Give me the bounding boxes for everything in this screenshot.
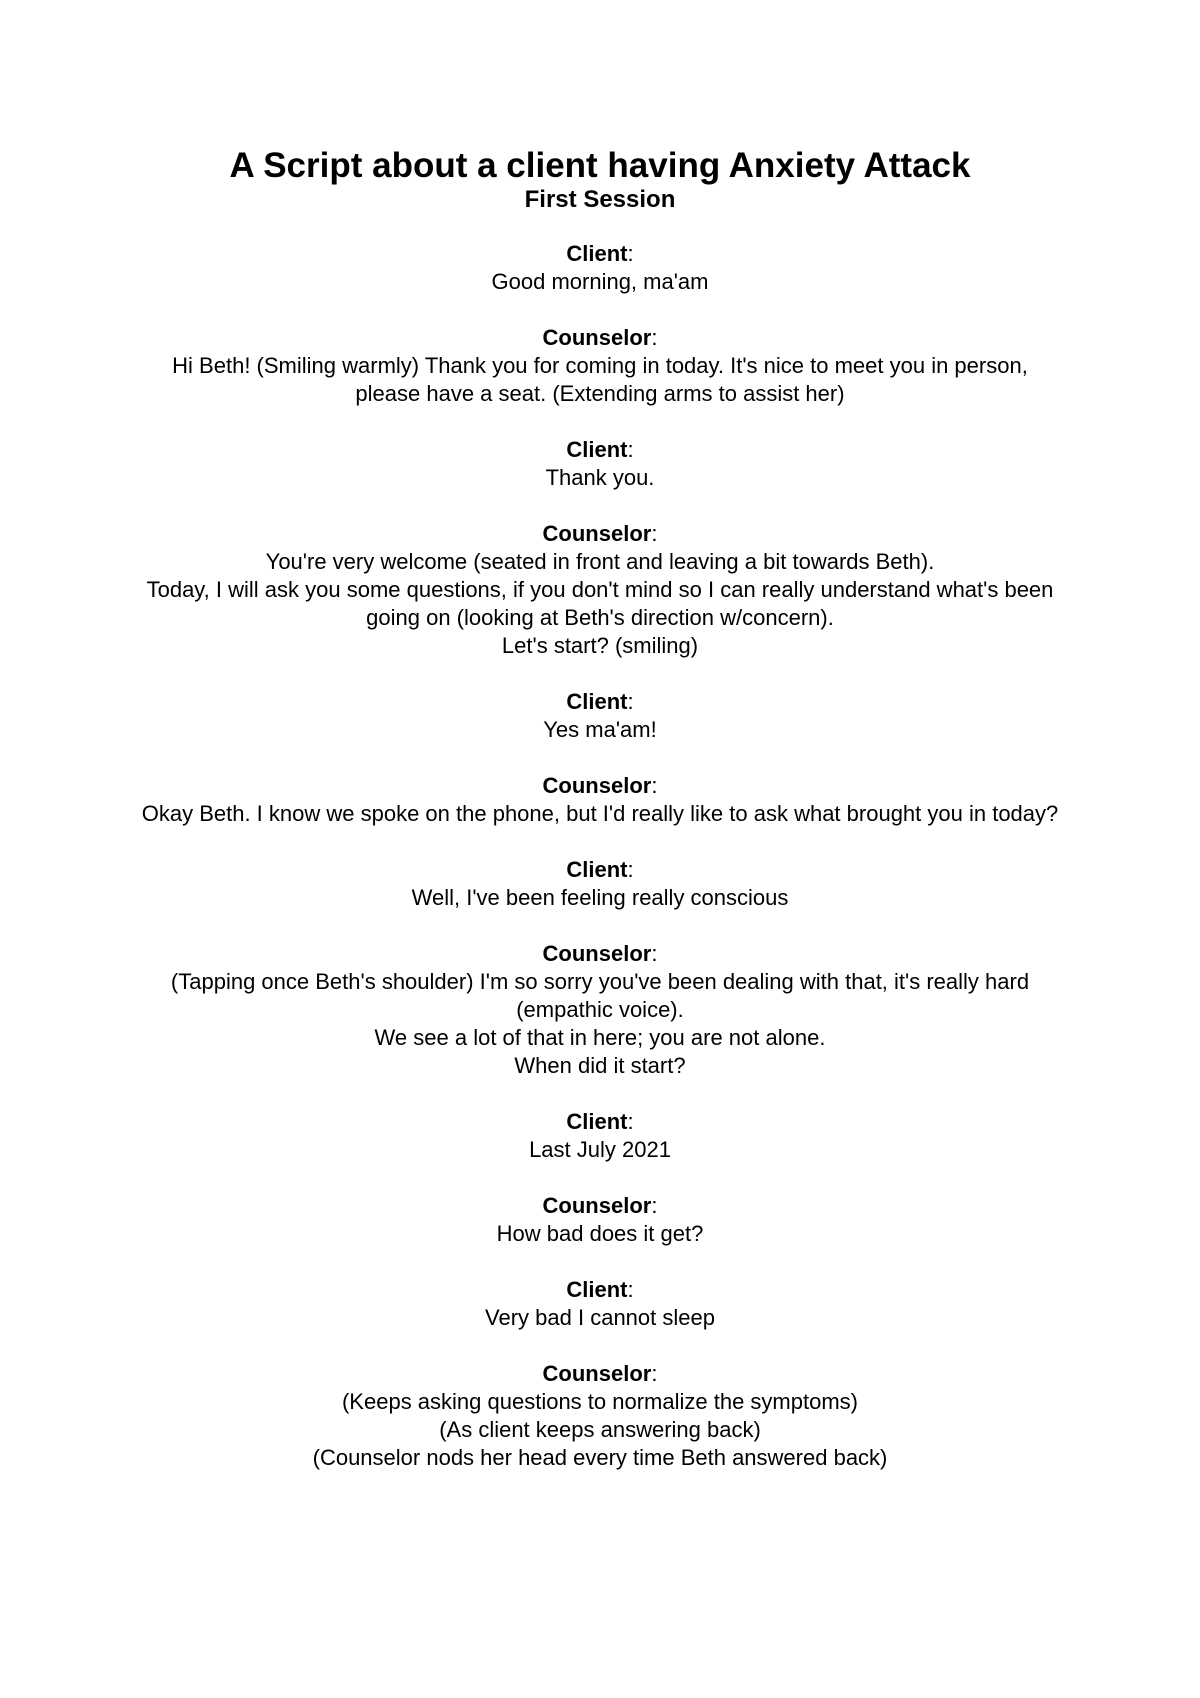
dialogue-turn bbox=[100, 1108, 1100, 1164]
dialogue-turn bbox=[100, 240, 1100, 296]
dialogue-turn bbox=[100, 520, 1100, 660]
speaker-line: Counselor: bbox=[542, 941, 658, 966]
speaker-name: Client bbox=[566, 1109, 628, 1134]
speaker-line: Counselor: bbox=[542, 521, 658, 546]
speaker-line: Counselor: bbox=[542, 1361, 658, 1386]
speaker-line: Client: bbox=[566, 437, 634, 462]
dialogue-line: Very bad I cannot sleep bbox=[485, 1305, 715, 1330]
speaker-name: Client bbox=[566, 1277, 628, 1302]
dialogue-line: When did it start? bbox=[514, 1053, 686, 1078]
speaker-name: Counselor bbox=[542, 941, 652, 966]
speaker-name: Client bbox=[566, 437, 628, 462]
speaker-name: Counselor bbox=[542, 1361, 652, 1386]
dialogue-line: Today, I will ask you some questions, if you don't mind so I can really understand what's been going on (looking at Beth's direction w/concern). bbox=[146, 577, 1054, 630]
dialogue-line: (Keeps asking questions to normalize the symptoms) bbox=[341, 1389, 858, 1414]
dialogue-turn bbox=[100, 688, 1100, 744]
speaker-line: Client: bbox=[566, 1109, 634, 1134]
dialogue-turn bbox=[100, 1276, 1100, 1332]
dialogue-turn bbox=[100, 940, 1100, 1080]
dialogue-turn bbox=[100, 1192, 1100, 1248]
speaker-name: Counselor bbox=[542, 773, 652, 798]
speaker-name: Client bbox=[566, 857, 628, 882]
dialogue-line: Well, I've been feeling really conscious bbox=[411, 885, 789, 910]
dialogue-line: Good morning, ma'am bbox=[491, 269, 709, 294]
dialogue-line: (As client keeps answering back) bbox=[439, 1417, 761, 1442]
document-subtitle: First Session bbox=[524, 186, 676, 213]
dialogue-turn bbox=[100, 1360, 1100, 1472]
dialogue-turn bbox=[100, 856, 1100, 912]
dialogue bbox=[100, 240, 1100, 1472]
dialogue-turn bbox=[100, 436, 1100, 492]
dialogue-line: (Tapping once Beth's shoulder) I'm so sorry you've been dealing with that, it's really hard (empathic voice). bbox=[170, 969, 1030, 1022]
speaker-name: Counselor bbox=[542, 521, 652, 546]
speaker-line: Client: bbox=[566, 241, 634, 266]
speaker-line: Client: bbox=[566, 1277, 634, 1302]
dialogue-turn bbox=[100, 772, 1100, 828]
document-body bbox=[100, 146, 1100, 1500]
speaker-line: Counselor: bbox=[542, 773, 658, 798]
speaker-line: Client: bbox=[566, 857, 634, 882]
speaker-name: Counselor bbox=[542, 1193, 652, 1218]
document-title: A Script about a client having Anxiety Attack bbox=[229, 146, 971, 185]
dialogue-line: You're very welcome (seated in front and leaving a bit towards Beth). bbox=[265, 549, 935, 574]
dialogue-line: How bad does it get? bbox=[496, 1221, 704, 1246]
dialogue-line: Last July 2021 bbox=[529, 1137, 671, 1162]
dialogue-line: Thank you. bbox=[545, 465, 655, 490]
dialogue-line: Let's start? (smiling) bbox=[501, 633, 699, 658]
dialogue-line: We see a lot of that in here; you are not alone. bbox=[374, 1025, 826, 1050]
dialogue-line: Hi Beth! (Smiling warmly) Thank you for coming in today. It's nice to meet you in person, please have a seat. (Extending arms to assist her) bbox=[172, 353, 1028, 406]
dialogue-turn bbox=[100, 324, 1100, 408]
speaker-name: Client bbox=[566, 241, 628, 266]
speaker-line: Counselor: bbox=[542, 325, 658, 350]
speaker-name: Counselor bbox=[542, 325, 652, 350]
dialogue-line: (Counselor nods her head every time Beth answered back) bbox=[312, 1445, 888, 1470]
dialogue-line: Okay Beth. I know we spoke on the phone, but I'd really like to ask what brought you in today? bbox=[141, 801, 1059, 826]
speaker-line: Client: bbox=[566, 689, 634, 714]
speaker-name: Client bbox=[566, 689, 628, 714]
speaker-line: Counselor: bbox=[542, 1193, 658, 1218]
dialogue-line: Yes ma'am! bbox=[543, 717, 657, 742]
